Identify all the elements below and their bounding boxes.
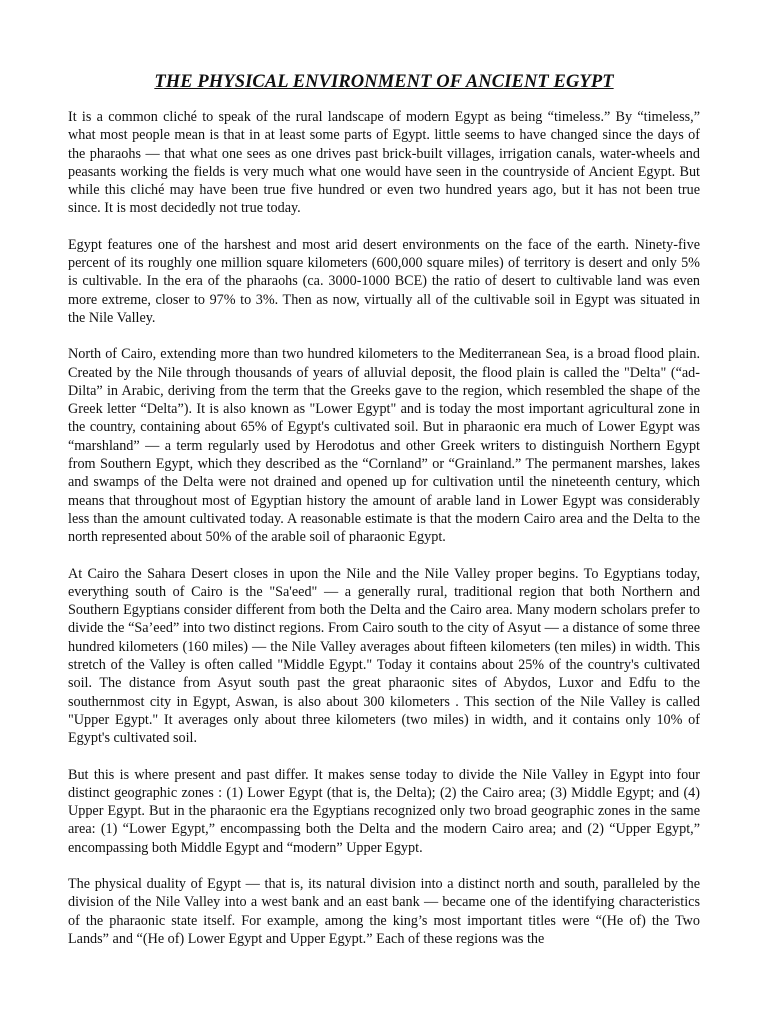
paragraph-duality: The physical duality of Egypt — that is, its natural division into a distinct north and south, paralleled by the division of the Nile Valley into a west bank and an east bank — became one of the identifying characteristics of the pharaonic state itself. For example, among the king’s most important titles were “(He of) the Two Lands” and “(He of) Lower Egypt and Upper Egypt.” Each of these regions was the (68, 875, 700, 947)
paragraph-timeless: It is a common cliché to speak of the rural landscape of modern Egypt as being “timeless.” By “timeless,” what most people mean is that in at least some parts of Egypt. little seems to have changed since the days of the pharaohs — that what one sees as one drives past brick-built villages, irrigation canals, water-wheels and peasants working the fields is very much what one would have seen in the countryside of Ancient Egypt. But while this cliché may have been true five hundred or even two hundred years ago, but it has not been true since. It is most decidedly not true today. (68, 109, 700, 217)
document-page (68, 70, 700, 966)
paragraph-delta: North of Cairo, extending more than two hundred kilometers to the Mediterranean Sea, is a broad flood plain. Created by the Nile through thousands of years of alluvial deposit, the flood plain is called the "Delta" (“ad-Dilta” in Arabic, deriving from the term that the Greeks gave to the region, which resembled the shape of the Greek letter “Delta”). It is also known as "Lower Egypt" and is today the most important agricultural zone in the country, containing about 65% of Egypt's cultivated soil. But in pharaonic era much of Lower Egypt was “marshland” — a term regularly used by Herodotus and other Greek writers to distinguish Northern Egypt from Southern Egypt, which they described as the “Cornland” or “Grainland.” The permanent marshes, lakes and swamps of the Delta were not drained and opened up for cultivation until the nineteenth century, which means that throughout most of Egyptian history the amount of arable land in Lower Egypt was considerably less than the amount cultivated today. A reasonable estimate is that the modern Cairo area and the Delta to the north represented about 50% of the arable soil of pharaonic Egypt. (68, 346, 700, 546)
document-title: THE PHYSICAL ENVIRONMENT OF ANCIENT EGYPT (154, 72, 614, 92)
paragraph-zones: But this is where present and past differ. It makes sense today to divide the Nile Valley in Egypt into four distinct geographic zones : (1) Lower Egypt (that is, the Delta); (2) the Cairo area; (3) Middle Egypt; and (4) Upper Egypt. But in the pharaonic era the Egyptians recognized only two broad geographic zones in the same area: (1) “Lower Egypt,” encompassing both the Delta and the modern Cairo area; and (2) “Upper Egypt,” encompassing both Middle Egypt and “modern” Upper Egypt. (68, 766, 700, 856)
paragraph-saeed: At Cairo the Sahara Desert closes in upon the Nile and the Nile Valley proper begins. To Egyptians today, everything south of Cairo is the "Sa'eed" — a generally rural, traditional region that both Northern and Southern Egyptians consider different from both the Delta and the Cairo area. Many modern scholars prefer to divide the “Sa’eed” into two distinct regions. From Cairo south to the city of Asyut — a distance of some three hundred kilometers (160 miles) — the Nile Valley averages about fifteen kilometers (ten miles) in width. This stretch of the Valley is often called "Middle Egypt." Today it contains about 25% of the country's cultivated soil. The distance from Asyut south past the great pharaonic sites of Abydos, Luxor and Edfu to the southernmost city in Egypt, Aswan, is also about 300 kilometers . This section of the Nile Valley is called "Upper Egypt." It averages only about three kilometers (two miles) in width, and it contains only 10% of Egypt's cultivated soil. (68, 565, 700, 747)
paragraph-desert: Egypt features one of the harshest and most arid desert environments on the face of the earth. Ninety-five percent of its roughly one million square kilometers (600,000 square miles) of territory is desert and only 5% is cultivable. In the era of the pharaohs (ca. 3000-1000 BCE) the ratio of desert to cultivable land was even more extreme, closer to 97% to 3%. Then as now, virtually all of the cultivable soil in Egypt was situated in the Nile Valley. (68, 236, 700, 326)
